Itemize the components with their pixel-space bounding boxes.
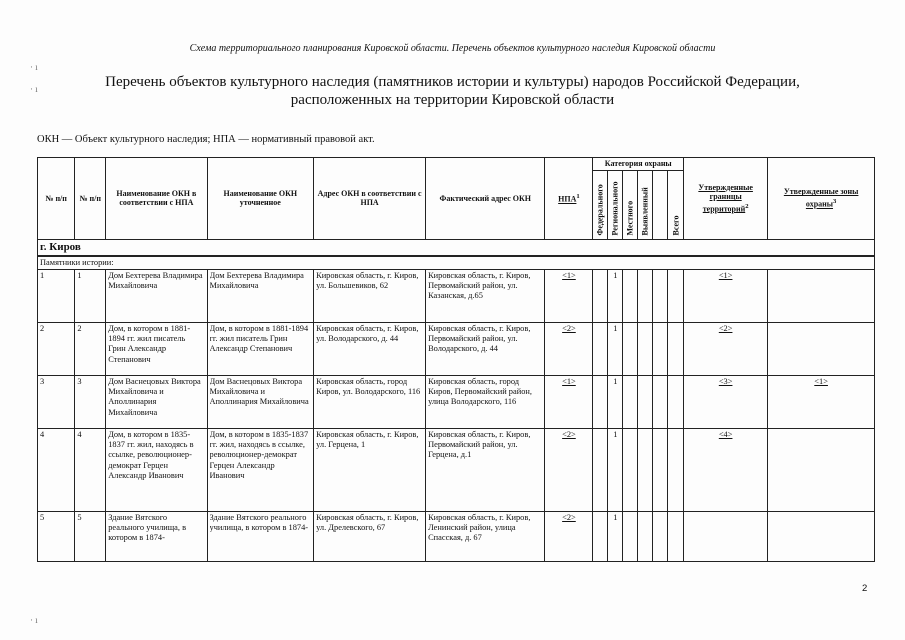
cell-name-npa-text: Дом, в котором в 1881-1894 гг. жил писатель Грин Александр Степанович	[108, 323, 191, 364]
cell-address-npa	[314, 269, 426, 322]
cell-address-npa	[314, 375, 426, 428]
abbreviations-note: ОКН — Объект культурного наследия; НПА — нормативный правовой акт.	[37, 134, 375, 145]
cell-address-npa	[314, 322, 426, 375]
header-cat-spacer	[653, 170, 668, 239]
cell-cat-identified	[638, 322, 653, 375]
cell-cat-total	[668, 322, 684, 375]
cell-cat-federal	[593, 428, 608, 511]
group-row-kirov	[38, 239, 875, 256]
header-address-npa: Адрес ОКН в соответствии с НПА	[314, 158, 426, 240]
cell-borders-ref: <4>	[684, 428, 768, 511]
cell-num-1: 3	[38, 375, 75, 428]
cell-name-refined	[207, 322, 314, 375]
cell-borders-ref: <1>	[684, 269, 768, 322]
cell-cat-local	[623, 428, 638, 511]
header-npa	[545, 158, 593, 240]
running-head: Схема территориального планирования Кировской области. Перечень объектов культурного наследия Кировской области	[189, 43, 716, 54]
cell-address-npa	[314, 511, 426, 561]
cell-name-refined-text: Здание Вятского реального училища, в котором в 1874-	[209, 512, 309, 533]
header-row-top	[38, 158, 875, 171]
cell-name-npa	[106, 322, 207, 375]
cell-zones-ref	[768, 322, 875, 375]
header-name-refined: Наименование ОКН уточненное	[207, 158, 314, 240]
cell-name-refined-text: Дом, в котором в 1835-1837 гг. жил, находясь в ссылке, революционер-демократ Герцен Александр Иванович	[209, 429, 309, 480]
cell-address-npa	[314, 428, 426, 511]
cell-borders-ref	[684, 511, 768, 561]
cell-num-2: 5	[75, 511, 106, 561]
header-name-npa: Наименование ОКН в соответствии с НПА	[106, 158, 207, 240]
cell-name-refined-text: Дом, в котором в 1881-1894 гг. жил писатель Грин Александр Степанович	[209, 323, 309, 354]
cell-npa-ref: <2>	[545, 428, 593, 511]
cell-borders-ref: <2>	[684, 322, 768, 375]
cell-cat-local	[623, 511, 638, 561]
margin-tick: · ı	[30, 62, 38, 72]
cell-cat-regional: 1	[608, 375, 623, 428]
cell-name-refined	[207, 269, 314, 322]
cell-num-2: 2	[75, 322, 106, 375]
cell-name-refined-text: Дом Васнецовых Виктора Михайловича и Аполлинария Михайловича	[209, 376, 309, 407]
table-row	[38, 511, 875, 561]
cell-cat-federal	[593, 322, 608, 375]
document-title	[60, 73, 845, 109]
header-approved-borders	[684, 158, 768, 240]
cell-cat-local	[623, 322, 638, 375]
cell-num-1: 2	[38, 322, 75, 375]
cell-cat-identified	[638, 375, 653, 428]
cell-cat-total	[668, 269, 684, 322]
cell-address-actual-text: Кировская область, г. Киров, Ленинский район, улица Спасская, д. 67	[428, 512, 531, 543]
cell-address-actual	[426, 322, 545, 375]
cell-cat-spacer	[653, 269, 668, 322]
table-row	[38, 428, 875, 511]
cell-cat-local	[623, 375, 638, 428]
header-address-actual: Фактический адрес ОКН	[426, 158, 545, 240]
cell-name-refined	[207, 428, 314, 511]
cell-num-2: 4	[75, 428, 106, 511]
cell-name-refined-text: Дом Бехтерева Владимира Михайловича	[209, 270, 304, 291]
header-cat-total-label: Всего	[671, 215, 681, 236]
heritage-objects-table	[37, 157, 875, 562]
document-title-line-1: Перечень объектов культурного наследия (памятников истории и культуры) народов Российской Федерации,	[105, 74, 800, 90]
cell-num-1: 4	[38, 428, 75, 511]
cell-num-2: 1	[75, 269, 106, 322]
subgroup-label: Памятники истории:	[38, 256, 875, 270]
cell-zones-ref: <1>	[768, 375, 875, 428]
cell-borders-ref: <3>	[684, 375, 768, 428]
cell-cat-regional: 1	[608, 322, 623, 375]
page-number: 2	[862, 583, 868, 594]
cell-zones-ref	[768, 269, 875, 322]
cell-cat-regional: 1	[608, 428, 623, 511]
header-num-pp-1: № п/п	[38, 158, 75, 240]
header-cat-federal	[593, 170, 608, 239]
cell-cat-total	[668, 511, 684, 561]
cell-cat-identified	[638, 269, 653, 322]
cell-address-npa-text: Кировская область, г. Киров, ул. Дрелевского, 67	[316, 512, 419, 533]
header-approved-zones	[768, 158, 875, 240]
cell-address-actual-text: Кировская область, г. Киров, Первомайский район, ул. Казанская, д.65	[428, 270, 531, 301]
cell-address-actual	[426, 428, 545, 511]
table-row	[38, 375, 875, 428]
cell-name-npa-text: Дом Бехтерева Владимира Михайловича	[108, 270, 203, 291]
cell-num-1: 1	[38, 269, 75, 322]
cell-cat-spacer	[653, 375, 668, 428]
cell-zones-ref	[768, 428, 875, 511]
cell-cat-total	[668, 428, 684, 511]
subgroup-row-history	[38, 256, 875, 270]
cell-address-npa-text: Кировская область, г. Киров, ул. Большевиков, 62	[316, 270, 419, 291]
header-cat-federal-label: Федерального	[595, 184, 605, 236]
cell-address-npa-text: Кировская область, г. Киров, ул. Герцена, 1	[316, 429, 419, 450]
header-cat-total	[668, 170, 684, 239]
cell-cat-identified	[638, 428, 653, 511]
cell-address-actual	[426, 269, 545, 322]
cell-address-npa-text: Кировская область, город Киров, ул. Володарского, 116	[316, 376, 421, 397]
header-cat-regional	[608, 170, 623, 239]
cell-npa-ref: <1>	[545, 375, 593, 428]
header-approved-borders-footnote: 2	[745, 202, 749, 210]
header-npa-footnote: 1	[576, 193, 580, 201]
cell-name-npa-text: Здание Вятского реального училища, в котором в 1874-	[108, 512, 187, 543]
table-row	[38, 322, 875, 375]
cell-cat-federal	[593, 269, 608, 322]
cell-cat-federal	[593, 375, 608, 428]
cell-name-npa	[106, 428, 207, 511]
cell-address-actual-text: Кировская область, г. Киров, Первомайский район, ул. Герцена, д.1	[428, 429, 531, 460]
cell-name-npa	[106, 269, 207, 322]
cell-name-refined	[207, 375, 314, 428]
cell-name-npa	[106, 375, 207, 428]
margin-tick: · ı	[30, 84, 38, 94]
header-cat-identified-label: Выявленный	[640, 187, 650, 236]
header-cat-regional-label: Регионального	[610, 181, 620, 236]
group-label: г. Киров	[38, 239, 875, 256]
header-category-group: Категория охраны	[593, 158, 684, 171]
cell-cat-regional: 1	[608, 269, 623, 322]
header-npa-label: НПА	[558, 194, 577, 204]
header-cat-identified	[638, 170, 653, 239]
header-approved-zones-label: Утвержденные зоны охраны	[783, 187, 859, 209]
header-cat-local-label: Местного	[625, 200, 635, 236]
cell-name-npa-text: Дом Васнецовых Виктора Михайловича и Аполлинария Михайловича	[108, 376, 201, 417]
cell-cat-regional: 1	[608, 511, 623, 561]
cell-cat-identified	[638, 511, 653, 561]
document-title-line-2: расположенных на территории Кировской области	[290, 92, 615, 108]
cell-zones-ref	[768, 511, 875, 561]
table-row	[38, 269, 875, 322]
cell-cat-spacer	[653, 322, 668, 375]
cell-num-1: 5	[38, 511, 75, 561]
cell-cat-total	[668, 375, 684, 428]
cell-address-actual	[426, 375, 545, 428]
cell-address-actual	[426, 511, 545, 561]
header-approved-borders-label: Утвержденные границы территорий	[698, 182, 753, 214]
cell-name-refined	[207, 511, 314, 561]
cell-npa-ref: <2>	[545, 322, 593, 375]
cell-cat-federal	[593, 511, 608, 561]
margin-tick: · ı	[30, 615, 38, 625]
cell-address-actual-text: Кировская область, город Киров, Первомайский район, улица Володарского, 116	[428, 376, 532, 407]
header-cat-local	[623, 170, 638, 239]
header-approved-zones-footnote: 3	[833, 197, 837, 205]
cell-address-npa-text: Кировская область, г. Киров, ул. Володарского, д. 44	[316, 323, 419, 344]
cell-cat-spacer	[653, 428, 668, 511]
cell-num-2: 3	[75, 375, 106, 428]
cell-name-npa-text: Дом, в котором в 1835-1837 гг. жил, находясь в ссылке, революционер-демократ Герцен Александр Иванович	[108, 429, 194, 480]
cell-cat-local	[623, 269, 638, 322]
cell-cat-spacer	[653, 511, 668, 561]
cell-npa-ref: <2>	[545, 511, 593, 561]
header-num-pp-2: № п/п	[75, 158, 106, 240]
cell-name-npa	[106, 511, 207, 561]
cell-address-actual-text: Кировская область, г. Киров, Первомайский район, ул. Володарского, д. 44	[428, 323, 531, 354]
cell-npa-ref: <1>	[545, 269, 593, 322]
